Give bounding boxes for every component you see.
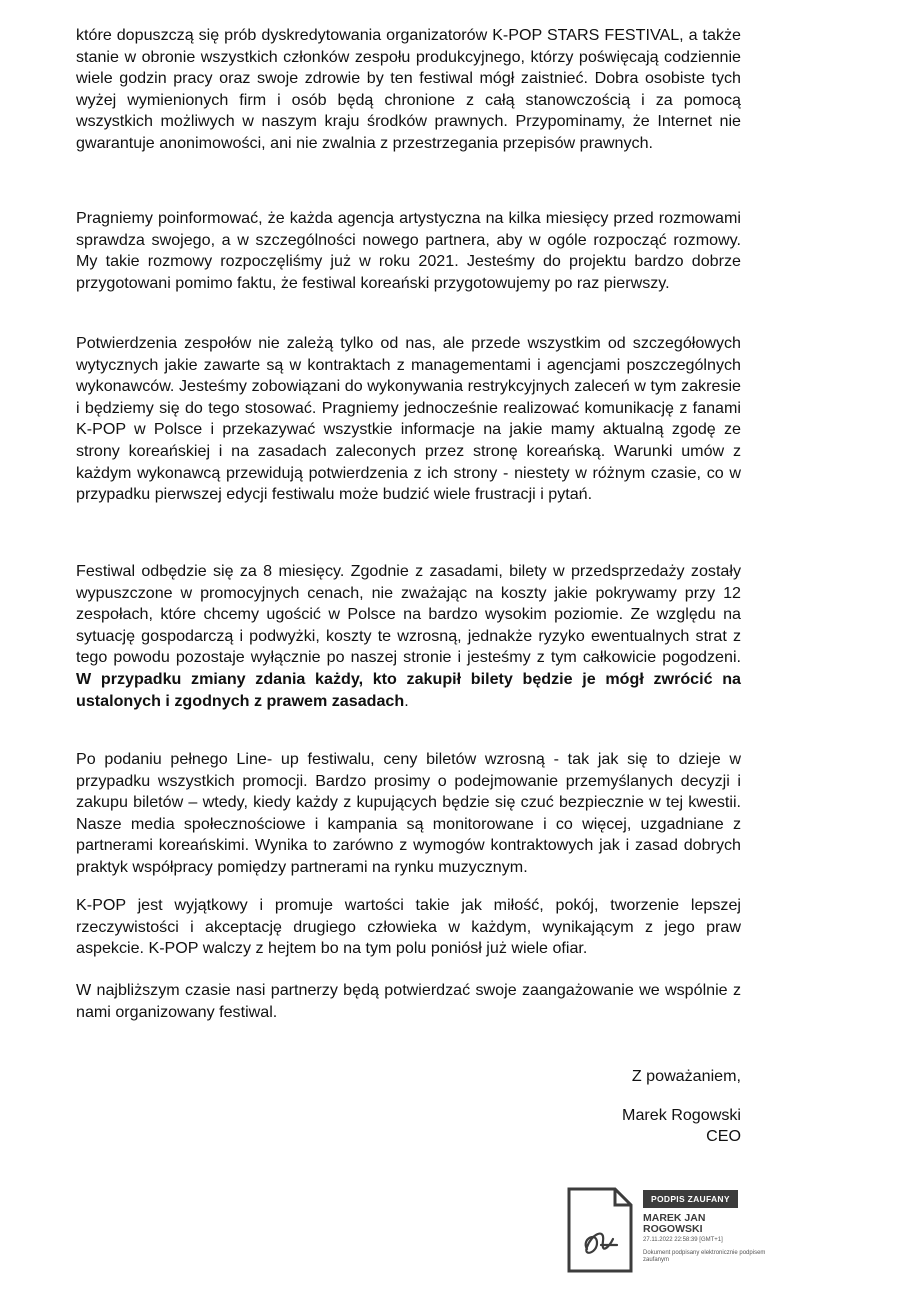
- paragraph-text: Potwierdzenia zespołów nie zależą tylko od nas, ale przede wszystkim od szczegółowych wytycznych jakie zawarte są w kontraktach z managementami i agencjami poszczególnych wykonawców. Jesteśmy zobowiązani do wykonywania restrykcyjnych zaleceń w tym zakresie i będziemy się do tego stosować. Pragniemy jednocześnie realizować komunikację z fanami K-POP w Polsce i przekazywać wszystkie informacje na jakie mamy aktualną zgodę ze strony koreańskiej i na zasadach zaleconych przez stronę koreańską. Warunki umów z każdym wykonawcą przewidują potwierdzenia z ich strony - niestety w różnym czasie, co w przypadku pierwszej edycji festiwalu może budzić wiele frustracji i pytań.: [76, 334, 741, 504]
- paragraph: [76, 333, 741, 506]
- paragraph: [76, 749, 741, 879]
- paragraph: [76, 895, 741, 960]
- signed-document-icon: [567, 1187, 633, 1273]
- paragraph-text: Pragniemy poinformować, że każda agencja artystyczna na kilka miesięcy przed rozmowami sprawdza swojego, a w szczególności nowego partnera, aby w ogóle rozpocząć rozmowy. My takie rozmowy rozpoczęliśmy już w roku 2021. Jesteśmy do projektu bardzo dobrze przygotowani pomimo faktu, że festiwal koreański przygotowujemy po raz pierwszy.: [76, 209, 741, 292]
- paragraph-text: .: [404, 691, 409, 710]
- paragraph-text: Po podaniu pełnego Line- up festiwalu, ceny biletów wzrosną - tak jak się to dzieje w przypadku wszystkich promocji. Bardzo prosimy o podejmowanie przemyślanych decyzji i zakupu biletów – wtedy, kiedy każdy z kupujących będzie się czuć bezpiecznie w tej kwestii. Nasze media społecznościowe i kampania są monitorowane i co więcej, uzgadniane z partnerami koreańskimi. Wynika to zarówno z wymogów kontraktowych jak i zasad dobrych praktyk współpracy pomiędzy partnerami na rynku muzycznym.: [76, 750, 741, 876]
- signer-name: Marek Rogowski: [622, 1106, 741, 1124]
- paragraph-text: które dopuszczą się prób dyskredytowania organizatorów K-POP STARS FESTIVAL, a także stanie w obronie wszystkich członków zespołu produkcyjnego, którzy poświęcają codziennie wiele godzin pracy oraz swoje zdrowie by ten festiwal mógł zaistnieć. Dobra osobiste tych wyżej wymienionych firm i osób będą chronione z całą stanowczością i za pomocą wszystkich możliwych w naszym kraju środków prawnych. Przypominamy, że Internet nie gwarantuje anonimowości, ani nie zwalnia z przestrzegania przepisów prawnych.: [76, 26, 741, 152]
- signature-badge: PODPIS ZAUFANY: [643, 1190, 738, 1208]
- paragraph-text: K-POP jest wyjątkowy i promuje wartości takie jak miłość, pokój, tworzenie lepszej rzeczywistości i akceptację drugiego człowieka w każdym, wynikającym z jego praw aspekcie. K-POP walczy z hejtem bo na tym polu poniósł już wiele ofiar.: [76, 896, 741, 958]
- paragraph: [76, 980, 741, 1023]
- signature-name: MAREK JAN ROGOWSKI: [643, 1212, 706, 1235]
- emphasis-text: W przypadku zmiany zdania każdy, kto zakupił bilety będzie je mógł zwrócić na ustalonych i zgodnych z prawem zasadach: [76, 669, 741, 710]
- closing-greeting: Z poważaniem,: [631, 1067, 741, 1085]
- paragraph-text: Festiwal odbędzie się za 8 miesięcy. Zgodnie z zasadami, bilety w przedsprzedaży zostały wypuszczone w promocyjnych cenach, nie zważając na koszty jakie pokrywamy przy 12 zespołach, które chcemy ugościć w Polsce na bardzo wysokim poziomie. Ze względu na sytuację gospodarczą i podwyżki, koszty te wzrosną, jednakże ryzyko ewentualnych strat z tego powodu pozostaje wyłącznie po naszej stronie i jesteśmy z tym całkowicie pogodzeni.: [76, 562, 741, 667]
- signer-role: CEO: [706, 1127, 741, 1145]
- signature-note: Dokument podpisany elektronicznie podpisem zaufanym: [643, 1250, 766, 1263]
- paragraph: [76, 561, 741, 712]
- trusted-signature-stamp: [567, 1187, 767, 1275]
- signature-datetime: 27.11.2022 22:58:39 [GMT+1]: [643, 1237, 723, 1243]
- paragraph: [76, 208, 741, 294]
- paragraph-text: W najbliższym czasie nasi partnerzy będą potwierdzać swoje zaangażowanie we wspólnie z nami organizowany festiwal.: [76, 981, 741, 1021]
- paragraph: [76, 25, 741, 155]
